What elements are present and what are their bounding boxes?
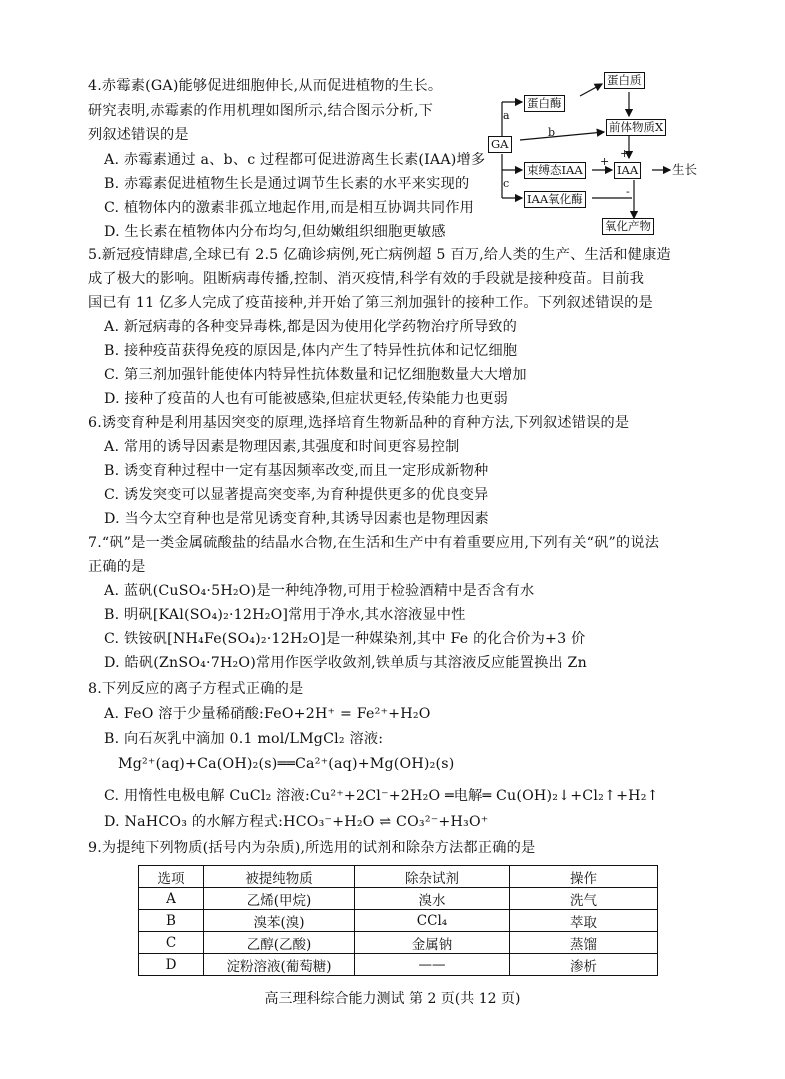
table-header: 被提纯物质 (204, 866, 355, 888)
table-cell: A (139, 888, 204, 910)
q5-option-a: A. 新冠病毒的各种变异毒株,都是因为使用化学药物治疗所导致的 (104, 319, 518, 335)
table-cell: 萃取 (510, 910, 658, 932)
q4-option-b: B. 赤霉素促进植物生长是通过调节生长素的水平来实现的 (104, 176, 470, 192)
table-cell: —— (355, 954, 510, 976)
q4-stem-line-2: 研究表明,赤霉素的作用机理如图所示,结合图示分析,下 (88, 103, 434, 119)
table-cell: 溴水 (355, 888, 510, 910)
table-cell: D (139, 954, 204, 976)
protease-box: 蛋白酶 (524, 95, 565, 112)
table-cell: C (139, 932, 204, 954)
ga-mechanism-diagram (484, 70, 698, 238)
oxidation-product-box: 氧化产物 (602, 218, 654, 235)
q6-option-b: B. 诱变育种过程中一定有基因频率改变,而且一定形成新物种 (104, 463, 489, 479)
table-cell: 溴苯(溴) (204, 910, 355, 932)
q7-stem-line-2: 正确的是 (88, 559, 146, 575)
q9-table (138, 865, 658, 976)
table-row (139, 932, 658, 954)
q6-option-a: A. 常用的诱导因素是物理因素,其强度和时间更容易控制 (104, 439, 460, 455)
table-cell: 蒸馏 (510, 932, 658, 954)
minus-sign: - (626, 185, 630, 198)
q8-option-b-equation: Mg²⁺(aq)+Ca(OH)₂(s)══Ca²⁺(aq)+Mg(OH)₂(s) (118, 756, 455, 772)
q4-stem-line-3: 列叙述错误的是 (88, 127, 189, 143)
table-cell: 金属钠 (355, 932, 510, 954)
q7-option-c: C. 铁铵矾[NH₄Fe(SO₄)₂·12H₂O]是一种媒染剂,其中 Fe 的化合价为+3 价 (104, 631, 586, 647)
table-header: 选项 (139, 866, 204, 888)
ga-box: GA (488, 136, 512, 153)
table-header-row (139, 866, 658, 888)
precursor-x-box: 前体物质X (606, 119, 666, 136)
table-cell: 乙烯(甲烷) (204, 888, 355, 910)
table-cell: 洗气 (510, 888, 658, 910)
q5-option-b: B. 接种疫苗获得免疫的原因是,体内产生了特异性抗体和记忆细胞 (104, 343, 518, 359)
q7-option-a: A. 蓝矾(CuSO₄·5H₂O)是一种纯净物,可用于检验酒精中是否含有水 (104, 583, 535, 599)
q5-option-c: C. 第三剂加强针能使体内特异性抗体数量和记忆细胞数量大大增加 (104, 367, 527, 383)
iaa-box: IAA (614, 162, 641, 179)
q6-option-d: D. 当今太空育种也是常见诱变育种,其诱导因素也是物理因素 (104, 511, 489, 527)
label-b: b (548, 126, 556, 139)
table-header: 操作 (510, 866, 658, 888)
table-cell: CCl₄ (355, 910, 510, 932)
q4-option-c: C. 植物体内的激素非孤立地起作用,而是相互协调共同作用 (104, 200, 474, 216)
q7-stem-line-1: 7.“矾”是一类金属硫酸盐的结晶水合物,在生活和生产中有着重要应用,下列有关“矾”的说法 (88, 535, 660, 551)
q5-stem-line-2: 成了极大的影响。阻断病毒传播,控制、消灭疫情,科学有效的手段就是接种疫苗。目前我 (88, 271, 645, 287)
table-cell: 渗析 (510, 954, 658, 976)
q8-option-c: C. 用惰性电极电解 CuCl₂ 溶液:Cu²⁺+2Cl⁻+2H₂O ═电解═ Cu(OH)₂↓+Cl₂↑+H₂↑ (104, 788, 659, 804)
q9-stem-line-1: 9.为提纯下列物质(括号内为杂质),所选用的试剂和除杂方法都正确的是 (88, 840, 536, 856)
diagram-arrows (484, 70, 694, 238)
table-cell: B (139, 910, 204, 932)
protein-box: 蛋白质 (604, 72, 645, 89)
growth-label: 生长 (672, 162, 698, 177)
q6-stem-line-1: 6.诱变育种是利用基因突变的原理,选择培育生物新品种的育种方法,下列叙述错误的是 (88, 415, 630, 431)
q7-option-b: B. 明矾[KAl(SO₄)₂·12H₂O]常用于净水,其水溶液显中性 (104, 607, 466, 623)
q6-option-c: C. 诱发突变可以显著提高突变率,为育种提供更多的优良变异 (104, 487, 489, 503)
table-header: 除杂试剂 (355, 866, 510, 888)
plus-sign-1: + (600, 155, 610, 168)
q4-stem-line-1: 4.赤霉素(GA)能够促进细胞伸长,从而促进植物的生长。 (88, 78, 443, 94)
q8-option-d: D. NaHCO₃ 的水解方程式:HCO₃⁻+H₂O ⇌ CO₃²⁻+H₃O⁺ (104, 814, 489, 830)
q8-stem-line-1: 8.下列反应的离子方程式正确的是 (88, 681, 304, 697)
q4-option-a: A. 赤霉素通过 a、b、c 过程都可促进游离生长素(IAA)增多 (104, 152, 486, 168)
q5-stem-line-3: 国已有 11 亿多人完成了疫苗接种,并开始了第三剂加强针的接种工作。下列叙述错误的是 (88, 295, 653, 311)
label-a: a (503, 109, 510, 122)
page-footer: 高三理科综合能力测试 第 2 页(共 12 页) (264, 991, 521, 1007)
table-cell: 淀粉溶液(葡萄糖) (204, 954, 355, 976)
q8-option-a: A. FeO 溶于少量稀硝酸:FeO+2H⁺ = Fe²⁺+H₂O (104, 706, 431, 722)
q4-option-d: D. 生长素在植物体内分布均匀,但幼嫩组织细胞更敏感 (104, 224, 446, 240)
q7-option-d: D. 皓矾(ZnSO₄·7H₂O)常用作医学收敛剂,铁单质与其溶液反应能置换出 Zn (104, 655, 587, 671)
table-row (139, 954, 658, 976)
q5-stem-line-1: 5.新冠疫情肆虐,全球已有 2.5 亿确诊病例,死亡病例超 5 百万,给人类的生产、生活和健康造 (88, 247, 671, 263)
plus-sign-2: + (620, 147, 630, 160)
label-c: c (503, 177, 510, 190)
table-cell: 乙醇(乙酸) (204, 932, 355, 954)
table-row (139, 910, 658, 932)
iaa-oxidase-box: IAA氧化酶 (524, 191, 586, 208)
bound-iaa-box: 束缚态IAA (524, 162, 586, 179)
q8-option-b: B. 向石灰乳中滴加 0.1 mol/LMgCl₂ 溶液: (104, 731, 384, 747)
table-row (139, 888, 658, 910)
q5-option-d: D. 接种了疫苗的人也有可能被感染,但症状更轻,传染能力也更弱 (104, 391, 508, 407)
